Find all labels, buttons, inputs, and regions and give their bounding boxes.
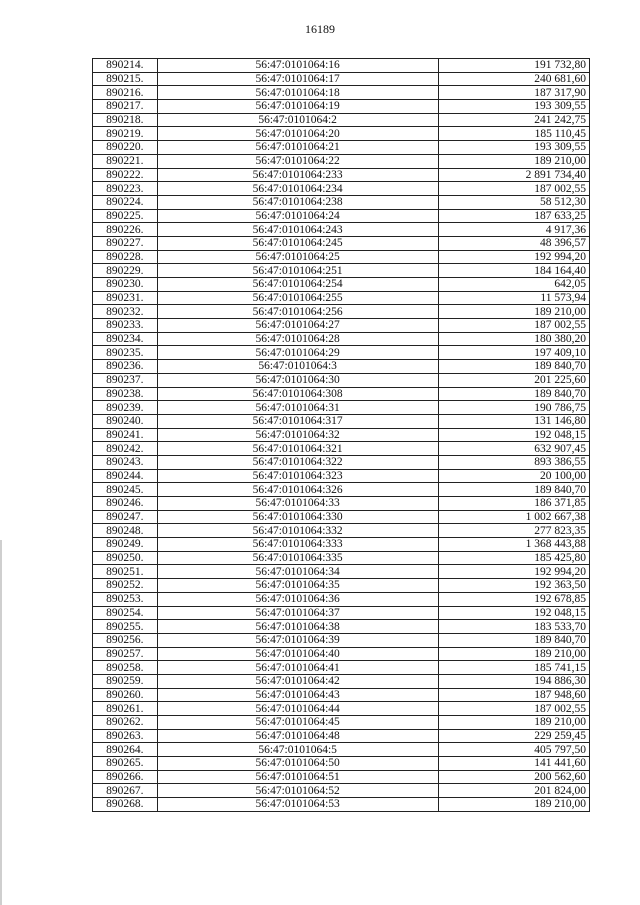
cadastral-number-cell: 56:47:0101064:39 bbox=[157, 633, 438, 647]
row-number-cell: 890249. bbox=[93, 538, 158, 552]
cadastral-number-cell: 56:47:0101064:238 bbox=[157, 195, 438, 209]
row-number-cell: 890231. bbox=[93, 291, 158, 305]
cadastral-number-cell: 56:47:0101064:24 bbox=[157, 209, 438, 223]
cadastral-number-cell: 56:47:0101064:27 bbox=[157, 319, 438, 333]
cadastral-value-cell: 189 210,00 bbox=[438, 154, 589, 168]
cadastral-value-cell: 240 681,60 bbox=[438, 72, 589, 86]
table-row bbox=[93, 510, 590, 524]
row-number-cell: 890230. bbox=[93, 278, 158, 292]
cadastral-value-cell: 187 633,25 bbox=[438, 209, 589, 223]
row-number-cell: 890268. bbox=[93, 798, 158, 812]
cadastral-number-cell: 56:47:0101064:19 bbox=[157, 100, 438, 114]
table-row bbox=[93, 702, 590, 716]
cadastral-number-cell: 56:47:0101064:16 bbox=[157, 59, 438, 73]
table-row bbox=[93, 414, 590, 428]
table-row bbox=[93, 442, 590, 456]
table-row bbox=[93, 236, 590, 250]
cadastral-value-cell: 194 886,30 bbox=[438, 674, 589, 688]
cadastral-number-cell: 56:47:0101064:41 bbox=[157, 661, 438, 675]
cadastral-number-cell: 56:47:0101064:28 bbox=[157, 332, 438, 346]
table-row bbox=[93, 770, 590, 784]
cadastral-number-cell: 56:47:0101064:21 bbox=[157, 141, 438, 155]
row-number-cell: 890232. bbox=[93, 305, 158, 319]
table-row bbox=[93, 278, 590, 292]
cadastral-value-cell: 189 840,70 bbox=[438, 387, 589, 401]
table-row bbox=[93, 182, 590, 196]
cadastral-value-cell: 191 732,80 bbox=[438, 59, 589, 73]
cadastral-value-cell: 187 002,55 bbox=[438, 319, 589, 333]
cadastral-number-cell: 56:47:0101064:30 bbox=[157, 373, 438, 387]
cadastral-number-cell: 56:47:0101064:25 bbox=[157, 250, 438, 264]
row-number-cell: 890236. bbox=[93, 360, 158, 374]
row-number-cell: 890222. bbox=[93, 168, 158, 182]
cadastral-value-cell: 200 562,60 bbox=[438, 770, 589, 784]
row-number-cell: 890214. bbox=[93, 59, 158, 73]
cadastral-number-cell: 56:47:0101064:308 bbox=[157, 387, 438, 401]
table-row bbox=[93, 387, 590, 401]
cadastral-number-cell: 56:47:0101064:33 bbox=[157, 497, 438, 511]
cadastral-number-cell: 56:47:0101064:245 bbox=[157, 236, 438, 250]
cadastral-number-cell: 56:47:0101064:321 bbox=[157, 442, 438, 456]
table-row bbox=[93, 620, 590, 634]
table-row bbox=[93, 661, 590, 675]
row-number-cell: 890215. bbox=[93, 72, 158, 86]
table-row bbox=[93, 319, 590, 333]
table-row bbox=[93, 346, 590, 360]
cadastral-value-cell: 180 380,20 bbox=[438, 332, 589, 346]
cadastral-number-cell: 56:47:0101064:22 bbox=[157, 154, 438, 168]
cadastral-number-cell: 56:47:0101064:40 bbox=[157, 647, 438, 661]
table-row bbox=[93, 729, 590, 743]
row-number-cell: 890227. bbox=[93, 236, 158, 250]
cadastral-value-cell: 193 309,55 bbox=[438, 100, 589, 114]
row-number-cell: 890240. bbox=[93, 414, 158, 428]
table-row bbox=[93, 72, 590, 86]
row-number-cell: 890237. bbox=[93, 373, 158, 387]
cadastral-number-cell: 56:47:0101064:45 bbox=[157, 716, 438, 730]
table-row bbox=[93, 154, 590, 168]
table-row bbox=[93, 113, 590, 127]
table-row bbox=[93, 264, 590, 278]
table-row bbox=[93, 86, 590, 100]
row-number-cell: 890245. bbox=[93, 483, 158, 497]
row-number-cell: 890265. bbox=[93, 757, 158, 771]
row-number-cell: 890228. bbox=[93, 250, 158, 264]
cadastral-number-cell: 56:47:0101064:335 bbox=[157, 551, 438, 565]
table-row bbox=[93, 688, 590, 702]
cadastral-value-cell: 632 907,45 bbox=[438, 442, 589, 456]
row-number-cell: 890247. bbox=[93, 510, 158, 524]
cadastral-value-cell: 184 164,40 bbox=[438, 264, 589, 278]
cadastral-number-cell: 56:47:0101064:251 bbox=[157, 264, 438, 278]
cadastral-value-cell: 192 678,85 bbox=[438, 592, 589, 606]
cadastral-number-cell: 56:47:0101064:50 bbox=[157, 757, 438, 771]
table-row bbox=[93, 647, 590, 661]
cadastral-value-cell: 187 948,60 bbox=[438, 688, 589, 702]
cadastral-number-cell: 56:47:0101064:256 bbox=[157, 305, 438, 319]
cadastral-number-cell: 56:47:0101064:17 bbox=[157, 72, 438, 86]
cadastral-value-cell: 192 048,15 bbox=[438, 428, 589, 442]
cadastral-value-cell: 2 891 734,40 bbox=[438, 168, 589, 182]
cadastral-value-cell: 20 100,00 bbox=[438, 469, 589, 483]
table-row bbox=[93, 716, 590, 730]
row-number-cell: 890264. bbox=[93, 743, 158, 757]
cadastral-value-cell: 189 840,70 bbox=[438, 360, 589, 374]
row-number-cell: 890219. bbox=[93, 127, 158, 141]
cadastral-number-cell: 56:47:0101064:332 bbox=[157, 524, 438, 538]
cadastral-number-cell: 56:47:0101064:29 bbox=[157, 346, 438, 360]
table-row bbox=[93, 428, 590, 442]
row-number-cell: 890259. bbox=[93, 674, 158, 688]
cadastral-value-cell: 229 259,45 bbox=[438, 729, 589, 743]
row-number-cell: 890262. bbox=[93, 716, 158, 730]
cadastral-number-cell: 56:47:0101064:330 bbox=[157, 510, 438, 524]
cadastral-value-cell: 201 225,60 bbox=[438, 373, 589, 387]
row-number-cell: 890223. bbox=[93, 182, 158, 196]
cadastral-value-cell: 241 242,75 bbox=[438, 113, 589, 127]
table-row bbox=[93, 100, 590, 114]
cadastral-value-cell: 131 146,80 bbox=[438, 414, 589, 428]
cadastral-number-cell: 56:47:0101064:243 bbox=[157, 223, 438, 237]
row-number-cell: 890244. bbox=[93, 469, 158, 483]
table-row bbox=[93, 401, 590, 415]
cadastral-value-cell: 4 917,36 bbox=[438, 223, 589, 237]
cadastral-number-cell: 56:47:0101064:32 bbox=[157, 428, 438, 442]
cadastral-number-cell: 56:47:0101064:53 bbox=[157, 798, 438, 812]
table-row bbox=[93, 497, 590, 511]
cadastral-value-cell: 141 441,60 bbox=[438, 757, 589, 771]
cadastral-value-cell: 186 371,85 bbox=[438, 497, 589, 511]
cadastral-value-cell: 197 409,10 bbox=[438, 346, 589, 360]
table-row bbox=[93, 168, 590, 182]
cadastral-number-cell: 56:47:0101064:48 bbox=[157, 729, 438, 743]
cadastral-value-cell: 187 002,55 bbox=[438, 702, 589, 716]
row-number-cell: 890238. bbox=[93, 387, 158, 401]
table-row bbox=[93, 455, 590, 469]
cadastral-number-cell: 56:47:0101064:233 bbox=[157, 168, 438, 182]
row-number-cell: 890229. bbox=[93, 264, 158, 278]
row-number-cell: 890252. bbox=[93, 579, 158, 593]
row-number-cell: 890225. bbox=[93, 209, 158, 223]
cadastral-value-cell: 190 786,75 bbox=[438, 401, 589, 415]
cadastral-value-table bbox=[92, 58, 590, 812]
cadastral-value-cell: 189 840,70 bbox=[438, 633, 589, 647]
row-number-cell: 890217. bbox=[93, 100, 158, 114]
cadastral-number-cell: 56:47:0101064:43 bbox=[157, 688, 438, 702]
cadastral-number-cell: 56:47:0101064:20 bbox=[157, 127, 438, 141]
table-row bbox=[93, 565, 590, 579]
cadastral-value-cell: 192 363,50 bbox=[438, 579, 589, 593]
table-row bbox=[93, 209, 590, 223]
row-number-cell: 890235. bbox=[93, 346, 158, 360]
cadastral-number-cell: 56:47:0101064:31 bbox=[157, 401, 438, 415]
row-number-cell: 890254. bbox=[93, 606, 158, 620]
cadastral-number-cell: 56:47:0101064:18 bbox=[157, 86, 438, 100]
cadastral-value-cell: 1 368 443,88 bbox=[438, 538, 589, 552]
cadastral-value-cell: 189 210,00 bbox=[438, 305, 589, 319]
cadastral-number-cell: 56:47:0101064:322 bbox=[157, 455, 438, 469]
table-row bbox=[93, 633, 590, 647]
cadastral-value-cell: 48 396,57 bbox=[438, 236, 589, 250]
cadastral-number-cell: 56:47:0101064:333 bbox=[157, 538, 438, 552]
row-number-cell: 890243. bbox=[93, 455, 158, 469]
table-row bbox=[93, 674, 590, 688]
cadastral-value-cell: 189 210,00 bbox=[438, 716, 589, 730]
page-number: 16189 bbox=[305, 22, 335, 36]
cadastral-number-cell: 56:47:0101064:52 bbox=[157, 784, 438, 798]
cadastral-number-cell: 56:47:0101064:51 bbox=[157, 770, 438, 784]
row-number-cell: 890248. bbox=[93, 524, 158, 538]
row-number-cell: 890255. bbox=[93, 620, 158, 634]
table-row bbox=[93, 127, 590, 141]
cadastral-number-cell: 56:47:0101064:2 bbox=[157, 113, 438, 127]
row-number-cell: 890256. bbox=[93, 633, 158, 647]
cadastral-number-cell: 56:47:0101064:5 bbox=[157, 743, 438, 757]
cadastral-value-cell: 192 994,20 bbox=[438, 250, 589, 264]
row-number-cell: 890258. bbox=[93, 661, 158, 675]
table-row bbox=[93, 223, 590, 237]
cadastral-number-cell: 56:47:0101064:36 bbox=[157, 592, 438, 606]
cadastral-value-cell: 193 309,55 bbox=[438, 141, 589, 155]
table-row bbox=[93, 332, 590, 346]
cadastral-number-cell: 56:47:0101064:323 bbox=[157, 469, 438, 483]
row-number-cell: 890224. bbox=[93, 195, 158, 209]
cadastral-value-cell: 201 824,00 bbox=[438, 784, 589, 798]
row-number-cell: 890241. bbox=[93, 428, 158, 442]
table-row bbox=[93, 469, 590, 483]
row-number-cell: 890261. bbox=[93, 702, 158, 716]
table-row bbox=[93, 757, 590, 771]
table-row bbox=[93, 59, 590, 73]
row-number-cell: 890239. bbox=[93, 401, 158, 415]
row-number-cell: 890266. bbox=[93, 770, 158, 784]
row-number-cell: 890242. bbox=[93, 442, 158, 456]
cadastral-value-cell: 185 110,45 bbox=[438, 127, 589, 141]
row-number-cell: 890218. bbox=[93, 113, 158, 127]
cadastral-value-cell: 185 741,15 bbox=[438, 661, 589, 675]
row-number-cell: 890233. bbox=[93, 319, 158, 333]
row-number-cell: 890216. bbox=[93, 86, 158, 100]
cadastral-number-cell: 56:47:0101064:255 bbox=[157, 291, 438, 305]
cadastral-value-cell: 277 823,35 bbox=[438, 524, 589, 538]
cadastral-value-cell: 893 386,55 bbox=[438, 455, 589, 469]
table-row bbox=[93, 524, 590, 538]
table-row bbox=[93, 606, 590, 620]
row-number-cell: 890226. bbox=[93, 223, 158, 237]
table-row bbox=[93, 141, 590, 155]
cadastral-number-cell: 56:47:0101064:254 bbox=[157, 278, 438, 292]
table-row bbox=[93, 592, 590, 606]
cadastral-number-cell: 56:47:0101064:35 bbox=[157, 579, 438, 593]
cadastral-number-cell: 56:47:0101064:44 bbox=[157, 702, 438, 716]
table-row bbox=[93, 373, 590, 387]
row-number-cell: 890260. bbox=[93, 688, 158, 702]
cadastral-value-cell: 187 317,90 bbox=[438, 86, 589, 100]
scan-edge-shadow bbox=[0, 540, 2, 905]
cadastral-number-cell: 56:47:0101064:326 bbox=[157, 483, 438, 497]
cadastral-value-cell: 192 994,20 bbox=[438, 565, 589, 579]
cadastral-number-cell: 56:47:0101064:38 bbox=[157, 620, 438, 634]
table-row bbox=[93, 538, 590, 552]
row-number-cell: 890257. bbox=[93, 647, 158, 661]
table-row bbox=[93, 360, 590, 374]
table-row bbox=[93, 551, 590, 565]
row-number-cell: 890263. bbox=[93, 729, 158, 743]
table-row bbox=[93, 195, 590, 209]
row-number-cell: 890253. bbox=[93, 592, 158, 606]
cadastral-value-cell: 189 210,00 bbox=[438, 798, 589, 812]
cadastral-value-cell: 183 533,70 bbox=[438, 620, 589, 634]
cadastral-value-cell: 189 840,70 bbox=[438, 483, 589, 497]
cadastral-number-cell: 56:47:0101064:3 bbox=[157, 360, 438, 374]
cadastral-number-cell: 56:47:0101064:234 bbox=[157, 182, 438, 196]
cadastral-number-cell: 56:47:0101064:34 bbox=[157, 565, 438, 579]
cadastral-value-cell: 405 797,50 bbox=[438, 743, 589, 757]
cadastral-value-cell: 11 573,94 bbox=[438, 291, 589, 305]
table-row bbox=[93, 798, 590, 812]
cadastral-value-cell: 189 210,00 bbox=[438, 647, 589, 661]
table-row bbox=[93, 305, 590, 319]
table-body bbox=[93, 59, 590, 812]
row-number-cell: 890220. bbox=[93, 141, 158, 155]
row-number-cell: 890267. bbox=[93, 784, 158, 798]
table-row bbox=[93, 579, 590, 593]
table-row bbox=[93, 291, 590, 305]
table-row bbox=[93, 784, 590, 798]
cadastral-value-cell: 642,05 bbox=[438, 278, 589, 292]
table-row bbox=[93, 483, 590, 497]
row-number-cell: 890246. bbox=[93, 497, 158, 511]
cadastral-value-cell: 1 002 667,38 bbox=[438, 510, 589, 524]
row-number-cell: 890251. bbox=[93, 565, 158, 579]
row-number-cell: 890250. bbox=[93, 551, 158, 565]
row-number-cell: 890221. bbox=[93, 154, 158, 168]
cadastral-value-cell: 185 425,80 bbox=[438, 551, 589, 565]
table-row bbox=[93, 743, 590, 757]
cadastral-value-cell: 187 002,55 bbox=[438, 182, 589, 196]
row-number-cell: 890234. bbox=[93, 332, 158, 346]
table-row bbox=[93, 250, 590, 264]
cadastral-number-cell: 56:47:0101064:317 bbox=[157, 414, 438, 428]
cadastral-value-cell: 58 512,30 bbox=[438, 195, 589, 209]
cadastral-number-cell: 56:47:0101064:42 bbox=[157, 674, 438, 688]
cadastral-number-cell: 56:47:0101064:37 bbox=[157, 606, 438, 620]
cadastral-value-cell: 192 048,15 bbox=[438, 606, 589, 620]
